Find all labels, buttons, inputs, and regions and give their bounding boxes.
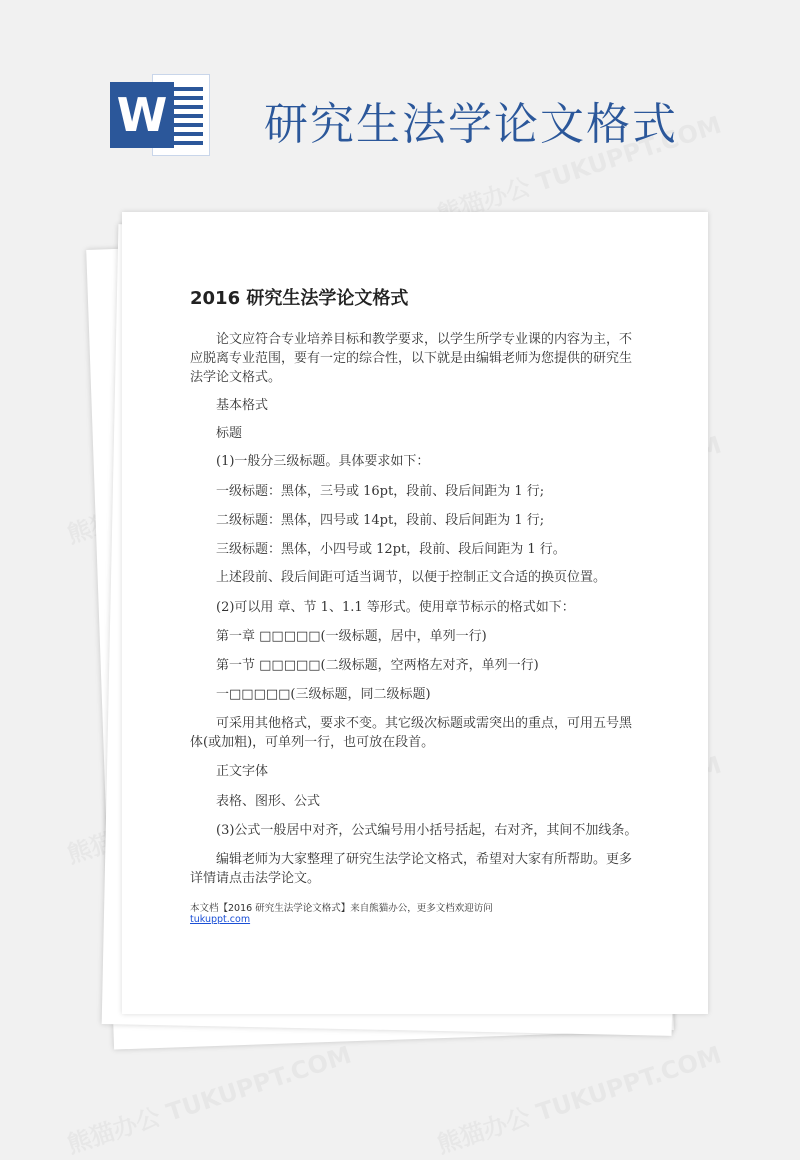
section-heading: 标题 [216, 426, 243, 441]
paragraph: (2)可以用 章、节 1、1.1 等形式。使用章节标示的格式如下： [216, 600, 575, 615]
paragraph: 一□□□□□(三级标题，同二级标题) [216, 687, 431, 702]
intro-paragraph: 论文应符合专业培养目标和教学要求，以学生所学专业课的内容为主，不应脱离专业范围，要有一定的综合性，以下就是由编辑老师为您提供的研究生法学论文格式。 [190, 332, 633, 385]
paragraph: 第一章 □□□□□(一级标题，居中，单列一行) [216, 629, 487, 644]
watermark [62, 1035, 355, 1160]
paragraph: 上述段前、段后间距可适当调节，以便于控制正文合适的换页位置。 [216, 570, 607, 585]
paragraph: 三级标题：黑体，小四号或 12pt，段前、段后间距为 1 行。 [216, 542, 566, 557]
paragraph: (1)一般分三级标题。具体要求如下： [216, 454, 430, 469]
paragraph: (3)公式一般居中对齐，公式编号用小括号括起，右对齐，其间不加线条。 [216, 823, 638, 838]
section-heading: 正文字体 [216, 764, 269, 779]
watermark [432, 1035, 725, 1160]
section-heading: 基本格式 [216, 398, 269, 413]
document-page [122, 212, 708, 1014]
source-link[interactable]: tukuppt.com [190, 914, 251, 925]
word-document-icon [110, 74, 214, 156]
document-title: 2016 研究生法学论文格式 [190, 288, 409, 309]
paragraph: 二级标题：黑体，四号或 14pt，段前、段后间距为 1 行; [216, 513, 545, 528]
header-title: 研究生法学论文格式 [264, 99, 678, 150]
paragraph: 可采用其他格式，要求不变。其它级次标题或需突出的重点，可用五号黑体(或加粗)，可单列一行，也可放在段首。 [190, 716, 633, 750]
closing-paragraph: 编辑老师为大家整理了研究生法学论文格式，希望对大家有所帮助。更多详情请点击法学论文。 [190, 852, 633, 886]
word-logo-badge: W [110, 82, 174, 148]
paragraph: 第一节 □□□□□(二级标题，空两格左对齐，单列一行) [216, 658, 539, 673]
footer-note: 本文档【2016 研究生法学论文格式】来自熊猫办公，更多文档欢迎访问 [190, 903, 493, 914]
paragraph: 一级标题：黑体，三号或 16pt，段前、段后间距为 1 行; [216, 484, 545, 499]
section-heading: 表格、图形、公式 [216, 794, 321, 809]
